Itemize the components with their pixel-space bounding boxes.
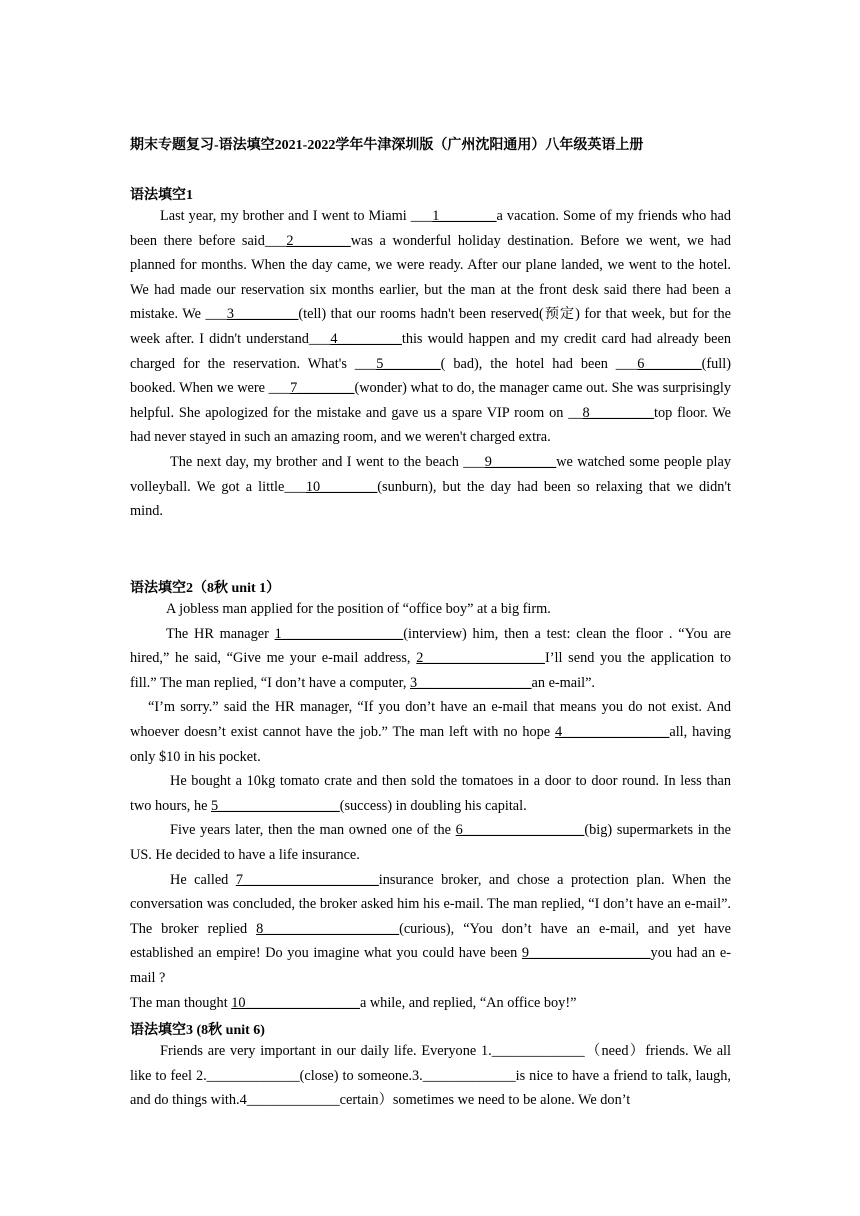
blank-2: 2________ — [286, 232, 351, 249]
section-2-paragraph-4: He bought a 10kg tomato crate and then sold the tomatoes in a door to door round. In less than two hours, he 5_________________(success) in doubling his capital. — [130, 773, 731, 814]
section-2-heading: 语法填空2（8秋 unit 1） — [130, 581, 281, 596]
blank-3: 3________________ — [409, 674, 532, 691]
section-2-paragraph-6: He called 7___________________insurance broker, and chose a protection plan. When the conversation was concluded, the broker asked him his e-mail. The man replied, “I don’t have an e-mail”. The broker replied 8___________________(curious), “You don’t have an e-mail, and yet have established an empire! Do you imagine what you could have been 9_________________you had an e-mail ? — [130, 871, 731, 986]
blank-4: 4_________ — [330, 330, 402, 347]
blank-5: 5________ — [376, 355, 441, 372]
blank-2: 2_________________ — [416, 650, 545, 667]
blank-7: 7________ — [290, 380, 355, 397]
section-1-paragraph-1: Last year, my brother and I went to Miami ___1________a vacation. Some of my friends who had been there before said___2________was a wonderful holiday destination. Before we went, we had planned for months. When the day came, we were ready. After our plane landed, we went to the hotel. We had made our reservation six months earlier, but the man at the front desk said there had been a mistake. We ___3_________(tell) that our rooms hadn't been reserved(预定) for that week, but for the week after. I didn't understand___4_________this would happen and my credit card had already been charged for the reservation. What's ___5________( bad), the hotel had been ___6________(full) booked. When we were ___7________(wonder) what to do, the manager came out. She was surprisingly helpful. She apologized for the mistake and gave us a spare VIP room on __8_________top floor. We had never stayed in such an amazing room, and we weren't charged extra. — [130, 208, 731, 446]
blank-1: 1________ — [432, 208, 497, 224]
section-3-paragraph-1: Friends are very important in our daily life. Everyone 1._____________（need）friends. We all like to feel 2._____________(close) to someone.3._____________is nice to have a friend to talk, laugh, and do things with.4_____________certain）sometimes we need to be alone. We don’t — [130, 1043, 731, 1109]
section-2-body — [130, 597, 731, 1015]
blank-7: 7___________________ — [235, 871, 379, 888]
section-1-heading: 语法填空1 — [130, 188, 193, 203]
document-title: 期末专题复习-语法填空2021-2022学年牛津深圳版（广州沈阳通用）八年级英语上册 — [130, 138, 644, 153]
section-2-paragraph-5: Five years later, then the man owned one of the 6_________________(big) supermarkets in the US. He decided to have a life insurance. — [130, 822, 732, 863]
blank-6: 6________ — [637, 355, 702, 372]
blank-4: 4_______________ — [554, 723, 670, 740]
section-1-body — [130, 204, 731, 524]
section-3-heading: 语法填空3 (8秋 unit 6) — [130, 1023, 265, 1038]
blank-10: 10________________ — [231, 994, 360, 1011]
blank-3: 3_________ — [226, 306, 299, 323]
blank-9: 9_________________ — [521, 945, 651, 962]
blank-6: 6_________________ — [455, 822, 585, 839]
blank-8: 8___________________ — [256, 920, 400, 937]
blank-8: 8_________ — [582, 404, 655, 421]
section-1-paragraph-2: The next day, my brother and I went to the beach ___9_________we watched some people play volleyball. We got a little___10________(sunburn), but the day had been so relaxing that we didn't mind. — [130, 453, 732, 520]
section-3-body — [130, 1039, 731, 1113]
section-2-paragraph-3: “I’m sorry.” said the HR manager, “If you don’t have an e-mail that means you do not exist. And whoever doesn’t exist cannot have the job.” The man left with no hope 4_______________all, having only $10 in his pocket. — [130, 699, 731, 765]
blank-9: 9_________ — [484, 453, 557, 470]
blank-5: 5_________________ — [211, 797, 340, 814]
section-2-paragraph-2: The HR manager 1_________________(interview) him, then a test: clean the floor . “You are hired,” he said, “Give me your e-mail address, 2_________________I’ll send you the application to fill.” The man replied, “I don’t have a computer, 3________________an e-mail”. — [130, 625, 731, 691]
blank-1: 1_________________ — [274, 625, 404, 642]
section-2-paragraph-1: A jobless man applied for the position of “office boy” at a big firm. — [166, 601, 551, 617]
section-2-paragraph-7: The man thought 10________________a while, and replied, “An office boy!” — [130, 994, 577, 1011]
blank-10: 10________ — [305, 478, 378, 495]
